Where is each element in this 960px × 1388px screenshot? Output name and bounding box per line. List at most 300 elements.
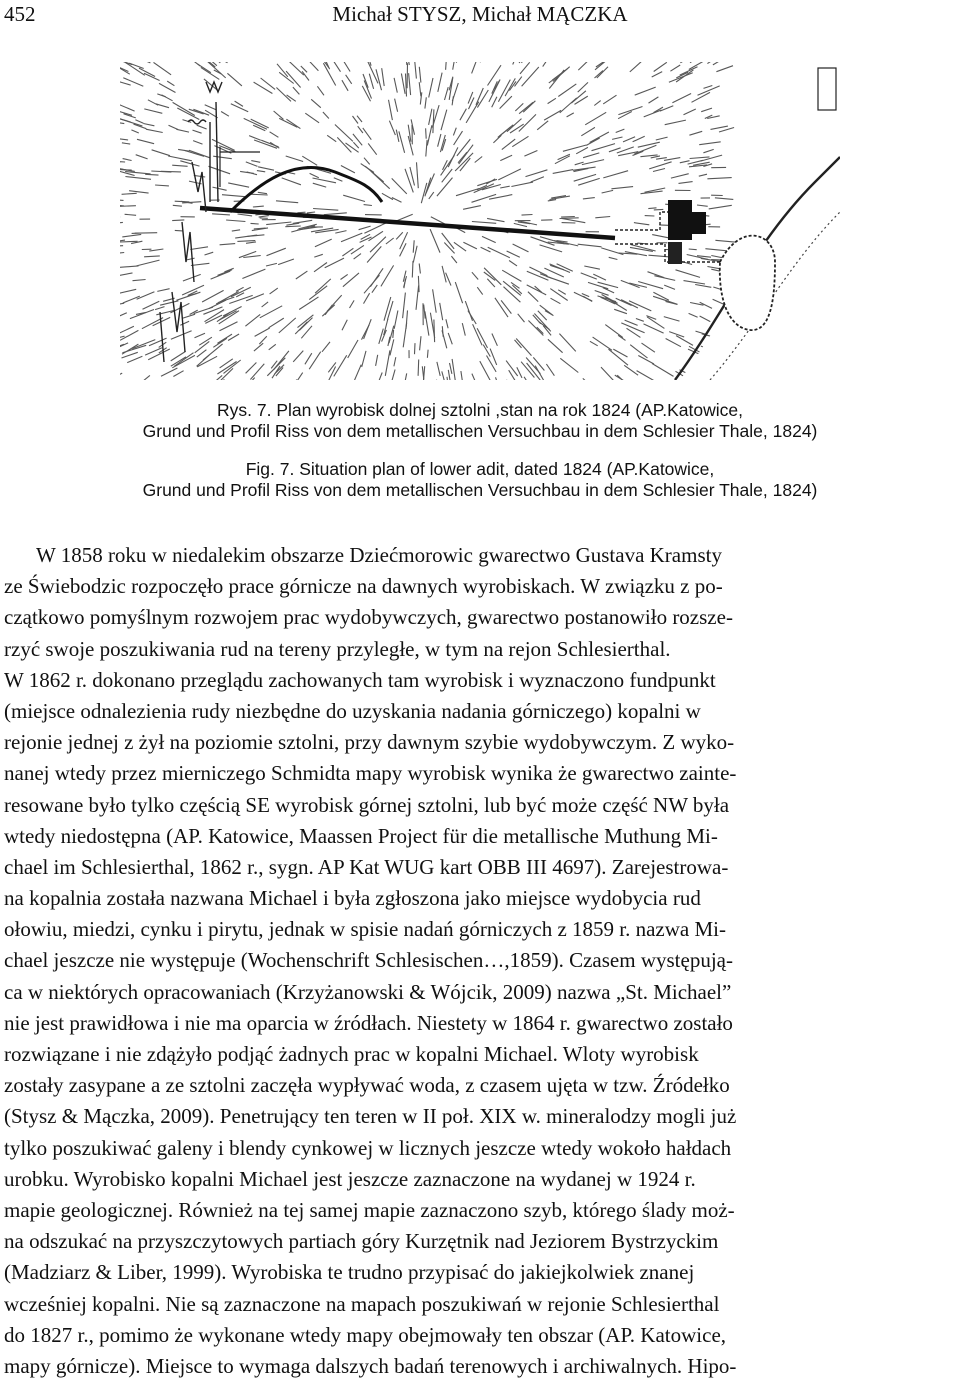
terrain-hachure-stroke: [227, 73, 242, 86]
terrain-hachure-stroke: [493, 135, 501, 143]
terrain-hachure-stroke: [419, 264, 420, 274]
terrain-hachure-stroke: [501, 300, 511, 313]
terrain-hachure-stroke: [364, 158, 370, 165]
terrain-hachure-stroke: [457, 139, 470, 156]
terrain-hachure-stroke: [451, 256, 457, 263]
terrain-hachure-stroke: [216, 292, 238, 305]
terrain-hachure-stroke: [405, 62, 407, 65]
terrain-hachure-stroke: [586, 138, 599, 145]
terrain-hachure-stroke: [653, 169, 665, 172]
terrain-hachure-stroke: [583, 153, 599, 158]
terrain-hachure-stroke: [713, 62, 731, 65]
terrain-hachure-stroke: [690, 62, 702, 63]
terrain-hachure-stroke: [203, 307, 222, 314]
terrain-hachure-stroke: [386, 238, 394, 244]
terrain-hachure-stroke: [474, 184, 494, 193]
terrain-hachure-stroke: [220, 359, 233, 368]
terrain-hachure-stroke: [302, 71, 309, 80]
terrain-hachure-stroke: [418, 360, 419, 376]
terrain-hachure-stroke: [666, 339, 681, 347]
text-line: ca w niektórych opracowaniach (Krzyżanowski & Wójcik, 2009) nazwa „St. Michael”: [4, 979, 732, 1004]
terrain-hachure-stroke: [441, 110, 447, 131]
terrain-hachure-stroke: [342, 80, 348, 91]
terrain-hachure-stroke: [120, 313, 127, 317]
text-line: rzyć swoje poszukiwania rud na tereny przyległe, w tym na rejon Schlesierthal.: [4, 636, 671, 661]
terrain-hachure-stroke: [507, 251, 520, 257]
terrain-hachure-stroke: [500, 96, 512, 109]
terrain-hachure-stroke: [144, 256, 160, 257]
text-line: na kopalnia została nazwana Michael i była zgłoszona jako miejsce wydobycia rud: [4, 886, 701, 911]
terrain-hachure-stroke: [133, 280, 146, 281]
terrain-hachure-stroke: [512, 136, 528, 146]
terrain-hachure-stroke: [220, 322, 238, 331]
terrain-hachure-stroke: [496, 377, 501, 380]
terrain-hachure-stroke: [267, 248, 286, 256]
terrain-hachure-stroke: [193, 109, 209, 115]
terrain-hachure-stroke: [583, 378, 597, 380]
terrain-hachure-stroke: [242, 378, 255, 380]
terrain-hachure-stroke: [183, 314, 195, 318]
terrain-hachure-stroke: [636, 319, 644, 322]
terrain-hachure-stroke: [343, 273, 359, 287]
terrain-hachure-stroke: [259, 216, 269, 218]
terrain-hachure-stroke: [477, 287, 482, 294]
terrain-hachure-stroke: [304, 62, 319, 71]
terrain-hachure-stroke: [593, 337, 612, 350]
terrain-hachure-stroke: [558, 84, 576, 97]
terrain-hachure-stroke: [526, 170, 548, 177]
terrain-hachure-stroke: [160, 301, 178, 305]
terrain-hachure-stroke: [325, 258, 344, 268]
terrain-hachure-stroke: [269, 318, 284, 328]
terrain-hachure-stroke: [218, 270, 233, 276]
terrain-hachure-stroke: [654, 209, 664, 210]
terrain-hachure-stroke: [130, 310, 154, 319]
terrain-hachure-stroke: [413, 240, 414, 252]
terrain-hachure-stroke: [644, 110, 662, 117]
terrain-hachure-stroke: [509, 261, 517, 266]
terrain-hachure-stroke: [173, 102, 195, 115]
terrain-hachure-stroke: [576, 147, 588, 153]
terrain-hachure-stroke: [322, 342, 330, 352]
terrain-hachure-stroke: [266, 222, 291, 225]
terrain-hachure-stroke: [519, 62, 527, 63]
terrain-hachure-stroke: [245, 314, 260, 326]
page-number: 452: [4, 2, 36, 26]
terrain-hachure-stroke: [601, 367, 613, 380]
caption-line: Grund und Profil Riss von dem metallischen Versuchbau in dem Schlesier Thale, 1824): [142, 421, 818, 441]
terrain-hachure-stroke: [178, 149, 189, 151]
terrain-hachure-stroke: [499, 127, 510, 136]
terrain-hachure-stroke: [524, 151, 537, 157]
terrain-hachure-stroke: [652, 364, 673, 377]
terrain-hachure-stroke: [129, 191, 149, 193]
terrain-hachure-stroke: [630, 62, 649, 72]
terrain-hachure-stroke: [448, 333, 452, 344]
terrain-hachure-stroke: [358, 126, 363, 133]
terrain-hachure-stroke: [183, 274, 201, 281]
terrain-hachure-stroke: [120, 241, 138, 242]
terrain-hachure-stroke: [492, 97, 497, 108]
terrain-hachure-stroke: [255, 328, 270, 336]
terrain-hachure-stroke: [537, 121, 548, 130]
terrain-hachure-stroke: [430, 229, 440, 253]
terrain-hachure-stroke: [232, 230, 240, 231]
terrain-hachure-stroke: [401, 74, 405, 94]
terrain-hachure-stroke: [364, 293, 370, 303]
terrain-hachure-stroke: [419, 82, 421, 96]
terrain-hachure-stroke: [584, 266, 600, 269]
terrain-hachure-stroke: [635, 87, 656, 95]
text-line: do 1827 r., pomimo że wykonane wtedy mapy obejmowały ten obszar (AP. Katowice,: [4, 1322, 727, 1347]
terrain-hachure-stroke: [175, 201, 190, 202]
terrain-hachure-stroke: [472, 374, 478, 380]
terrain-hachure-stroke: [544, 110, 561, 120]
text-line: (miejsce odnalezienia rudy niezbędne do uzyskania nadania górniczego) kopalni w: [4, 698, 701, 723]
terrain-hachure-stroke: [560, 358, 578, 372]
terrain-hachure-stroke: [456, 62, 461, 63]
terrain-hachure-stroke: [212, 139, 235, 150]
terrain-hachure-stroke: [270, 288, 278, 294]
terrain-hachure-stroke: [189, 150, 210, 157]
terrain-hachure-stroke: [446, 62, 447, 70]
terrain-hachure-stroke: [437, 178, 453, 197]
terrain-hachure-stroke: [154, 62, 172, 74]
terrain-hachure-stroke: [680, 161, 690, 163]
terrain-hachure-stroke: [394, 311, 398, 329]
terrain-hachure-stroke: [452, 359, 456, 380]
terrain-hachure-stroke: [123, 78, 143, 87]
terrain-hachure-stroke: [191, 263, 210, 265]
terrain-hachure-stroke: [180, 161, 199, 166]
terrain-hachure-stroke: [618, 107, 642, 115]
terrain-hachure-stroke: [335, 231, 346, 234]
terrain-hachure-stroke: [362, 351, 366, 367]
terrain-hachure-stroke: [425, 311, 429, 335]
terrain-hachure-stroke: [394, 357, 396, 366]
terrain-hachure-stroke: [705, 249, 727, 251]
terrain-hachure-stroke: [581, 127, 595, 135]
terrain-hachure-stroke: [289, 62, 304, 75]
text-line: mapy górnicze). Miejsce to wymaga dalszych badań terenowych i archiwalnych. Hipo-: [4, 1353, 737, 1378]
terrain-hachure-stroke: [488, 247, 510, 258]
terrain-hachure-stroke: [259, 336, 267, 344]
terrain-hachure-stroke: [195, 333, 206, 338]
terrain-hachure-stroke: [701, 155, 723, 161]
terrain-hachure-stroke: [522, 67, 539, 86]
terrain-hachure-stroke: [649, 255, 671, 257]
terrain-hachure-stroke: [546, 364, 554, 376]
terrain-hachure-stroke: [437, 362, 440, 376]
terrain-hachure-stroke: [120, 273, 133, 276]
terrain-hachure-stroke: [389, 100, 393, 120]
terrain-hachure-stroke: [254, 82, 273, 93]
text-line: ołowiu, miedzi, cynku i pirytu, jednak w spisie nadań górniczych z 1859 r. nazwa Mi-: [4, 917, 726, 942]
terrain-hachure-stroke: [327, 135, 336, 141]
terrain-hachure-stroke: [258, 167, 274, 170]
terrain-hachure-stroke: [676, 270, 701, 278]
terrain-hachure-stroke: [684, 109, 696, 115]
page-header: [0, 0, 960, 30]
terrain-hachure-stroke: [405, 373, 407, 380]
terrain-hachure-stroke: [516, 339, 531, 356]
terrain-hachure-stroke: [548, 98, 556, 103]
terrain-hachure-stroke: [427, 125, 432, 145]
terrain-hachure-stroke: [629, 301, 651, 311]
terrain-hachure-stroke: [427, 350, 428, 358]
terrain-hachure-stroke: [341, 274, 348, 279]
terrain-hachure-stroke: [175, 230, 183, 231]
terrain-hachure-stroke: [352, 365, 362, 380]
terrain-hachure-stroke: [301, 66, 307, 72]
terrain-hachure-stroke: [293, 87, 300, 94]
terrain-hachure-stroke: [562, 218, 586, 222]
terrain-hachure-stroke: [518, 314, 525, 322]
terrain-hachure-stroke: [217, 334, 232, 343]
terrain-hachure-stroke: [335, 125, 353, 142]
text-line: W 1858 roku w niedalekim obszarze Dziećmorowic gwarectwo Gustava Kramsty: [36, 543, 722, 567]
text-line: resowane było tylko częścią SE wyrobisk górnej sztolni, lub być może część NW była: [4, 792, 730, 817]
terrain-hachure-stroke: [172, 220, 184, 221]
terrain-hachure-stroke: [251, 223, 259, 224]
terrain-hachure-stroke: [648, 208, 656, 209]
terrain-hachure-stroke: [409, 73, 411, 95]
terrain-hachure-stroke: [590, 132, 609, 143]
terrain-hachure-stroke: [676, 336, 693, 346]
terrain-hachure-stroke: [279, 118, 297, 127]
terrain-hachure-stroke: [621, 323, 644, 333]
terrain-hachure-stroke: [222, 195, 247, 197]
terrain-hachure-stroke: [341, 233, 362, 242]
terrain-hachure-stroke: [174, 353, 193, 367]
terrain-hachure-stroke: [146, 129, 163, 132]
text-line: chael jeszcze nie występuje (Wochenschrift Schlesischen…,1859). Czasem występują-: [4, 948, 733, 973]
terrain-hachure-stroke: [315, 229, 338, 232]
terrain-hachure-stroke: [120, 289, 136, 294]
terrain-hachure-stroke: [161, 171, 181, 172]
terrain-hachure-stroke: [519, 102, 533, 113]
terrain-hachure-stroke: [286, 119, 300, 128]
terrain-hachure-stroke: [595, 217, 610, 218]
terrain-hachure-stroke: [396, 232, 403, 239]
terrain-hachure-stroke: [399, 131, 405, 152]
terrain-hachure-stroke: [254, 343, 263, 351]
terrain-hachure-stroke: [198, 64, 211, 73]
terrain-hachure-stroke: [207, 62, 226, 78]
terrain-hachure-stroke: [293, 351, 303, 362]
terrain-hachure-stroke: [152, 150, 170, 156]
terrain-hachure-stroke: [624, 365, 638, 375]
terrain-hachure-stroke: [274, 111, 284, 119]
terrain-hachure-stroke: [477, 179, 497, 185]
terrain-hachure-stroke: [540, 245, 563, 252]
terrain-hachure-stroke: [342, 320, 347, 331]
terrain-hachure-stroke: [592, 144, 616, 151]
terrain-hachure-stroke: [357, 116, 362, 122]
terrain-hachure-stroke: [460, 109, 467, 121]
terrain-hachure-stroke: [364, 205, 372, 206]
terrain-hachure-stroke: [472, 222, 496, 224]
terrain-hachure-stroke: [425, 97, 426, 108]
terrain-hachure-stroke: [716, 66, 733, 72]
terrain-hachure-stroke: [122, 193, 137, 194]
terrain-hachure-stroke: [703, 149, 713, 152]
terrain-hachure-stroke: [341, 166, 355, 173]
text-line: ze Świebodzic rozpoczęło prace górnicze na dawnych wyrobiskach. W związku z po-: [4, 574, 723, 599]
terrain-hachure-stroke: [531, 177, 544, 182]
terrain-hachure-stroke: [487, 356, 497, 372]
terrain-hachure-stroke: [515, 103, 523, 111]
terrain-hachure-stroke: [176, 292, 200, 300]
terrain-hachure-stroke: [350, 300, 355, 308]
terrain-hachure-stroke: [293, 220, 313, 223]
terrain-hachure-stroke: [299, 297, 318, 310]
terrain-hachure-stroke: [379, 373, 382, 381]
terrain-hachure-stroke: [242, 269, 265, 278]
terrain-hachure-stroke: [142, 375, 150, 380]
terrain-hachure-stroke: [594, 101, 600, 106]
terrain-hachure-stroke: [548, 200, 556, 201]
text-line: rejonie jednej z żył na poziomie sztolni, przy dawnym szybie wydobywczym. Z wyko-: [4, 730, 735, 755]
terrain-hachure-stroke: [664, 317, 680, 322]
terrain-hachure-stroke: [325, 305, 332, 315]
terrain-hachure-stroke: [285, 226, 300, 227]
terrain-hachure-stroke: [120, 266, 139, 268]
terrain-hachure-stroke: [642, 343, 655, 352]
terrain-hachure-stroke: [395, 99, 398, 112]
terrain-hachure-stroke: [417, 162, 419, 188]
terrain-hachure-stroke: [211, 271, 231, 279]
terrain-hachure-stroke: [452, 96, 453, 105]
text-line: rozwiązane i nie zdążyło podjąć żadnych prac w kopalni Michael. Wloty wyrobisk: [4, 1042, 699, 1066]
terrain-hachure-stroke: [462, 323, 465, 336]
terrain-hachure-stroke: [313, 183, 326, 187]
body-paragraph: [4, 540, 956, 1382]
terrain-hachure-stroke: [654, 276, 675, 281]
terrain-hachure-stroke: [123, 62, 145, 75]
terrain-hachure-stroke: [446, 273, 451, 286]
terrain-hachure-stroke: [670, 65, 680, 71]
terrain-hachure-stroke: [302, 156, 317, 165]
terrain-hachure-stroke: [155, 185, 169, 186]
terrain-hachure-stroke: [390, 339, 394, 355]
terrain-hachure-stroke: [582, 160, 604, 165]
terrain-hachure-stroke: [213, 187, 227, 190]
terrain-hachure-stroke: [172, 165, 187, 166]
terrain-hachure-stroke: [498, 169, 521, 180]
terrain-hachure-stroke: [603, 171, 628, 178]
terrain-hachure-stroke: [704, 86, 713, 89]
terrain-hachure-stroke: [433, 289, 437, 312]
terrain-hachure-stroke: [317, 86, 324, 95]
terrain-hachure-stroke: [603, 95, 616, 104]
terrain-hachure-stroke: [492, 334, 498, 346]
terrain-hachure-stroke: [416, 286, 419, 310]
terrain-hachure-stroke: [652, 72, 663, 77]
terrain-hachure-stroke: [324, 213, 347, 215]
terrain-hachure-stroke: [122, 234, 141, 237]
terrain-hachure-stroke: [369, 231, 384, 241]
terrain-hachure-stroke: [342, 248, 353, 256]
terrain-hachure-stroke: [257, 171, 265, 172]
terrain-hachure-stroke: [122, 143, 130, 144]
terrain-hachure-stroke: [612, 137, 622, 139]
caption-line: Fig. 7. Situation plan of lower adit, dated 1824 (AP.Katowice,: [245, 459, 715, 479]
terrain-hachure-stroke: [506, 361, 518, 376]
terrain-hachure-stroke: [504, 287, 521, 303]
terrain-hachure-stroke: [415, 343, 416, 354]
text-line: nanej wtedy przez mierniczego Schmidta mapy wyrobisk wynika że gwarectwo zainte-: [4, 761, 737, 786]
terrain-hachure-stroke: [543, 62, 551, 67]
terrain-hachure-stroke: [690, 157, 710, 159]
terrain-hachure-stroke: [429, 192, 434, 199]
terrain-hachure-stroke: [454, 131, 463, 145]
terrain-hachure-stroke: [371, 171, 390, 189]
terrain-hachure-stroke: [310, 173, 319, 177]
terrain-hachure-stroke: [403, 293, 406, 319]
terrain-hachure-stroke: [406, 74, 407, 97]
terrain-hachure-stroke: [323, 63, 335, 85]
terrain-hachure-stroke: [454, 242, 466, 251]
terrain-hachure-stroke: [368, 143, 377, 154]
terrain-hachure-stroke: [651, 156, 660, 158]
terrain-hachure-stroke: [514, 223, 527, 226]
terrain-hachure-stroke: [149, 249, 163, 251]
terrain-hachure-stroke: [341, 62, 351, 72]
caption-line: Rys. 7. Plan wyrobisk dolnej sztolni ,stan na rok 1824 (AP.Katowice,: [217, 400, 743, 420]
terrain-hachure-stroke: [679, 182, 693, 184]
terrain-hachure-stroke: [621, 280, 640, 287]
terrain-hachure-stroke: [120, 122, 124, 123]
terrain-hachure-stroke: [500, 155, 512, 160]
terrain-hachure-stroke: [649, 97, 659, 103]
terrain-hachure-stroke: [315, 239, 332, 247]
terrain-hachure-stroke: [162, 95, 173, 101]
terrain-hachure-stroke: [520, 62, 530, 74]
terrain-hachure-stroke: [442, 371, 446, 380]
terrain-hachure-stroke: [638, 282, 663, 289]
terrain-hachure-stroke: [382, 193, 393, 199]
terrain-hachure-stroke: [143, 124, 154, 126]
terrain-hachure-stroke: [484, 268, 501, 285]
terrain-hachure-stroke: [597, 67, 608, 78]
terrain-hachure-stroke: [354, 254, 361, 260]
terrain-hachure-stroke: [575, 96, 588, 104]
terrain-hachure-stroke: [379, 329, 384, 344]
terrain-hachure-stroke: [209, 166, 231, 174]
terrain-hachure-stroke: [707, 178, 731, 179]
terrain-hachure-stroke: [426, 140, 427, 157]
historical-mine-plan-figure: [120, 62, 840, 380]
terrain-hachure-stroke: [246, 294, 264, 301]
terrain-hachure-stroke: [311, 99, 321, 107]
terrain-hachure-stroke: [282, 178, 301, 185]
terrain-hachure-stroke: [391, 370, 395, 381]
terrain-hachure-stroke: [634, 223, 649, 225]
terrain-hachure-stroke: [453, 128, 456, 136]
terrain-hachure-stroke: [253, 206, 264, 207]
terrain-hachure-stroke: [441, 155, 455, 175]
terrain-hachure-stroke: [209, 62, 228, 63]
terrain-hachure-stroke: [446, 319, 448, 328]
terrain-hachure-stroke: [157, 289, 169, 292]
terrain-hachure-stroke: [578, 244, 602, 247]
terrain-hachure-stroke: [649, 162, 671, 169]
terrain-hachure-stroke: [480, 361, 491, 380]
terrain-hachure-stroke: [699, 142, 721, 145]
terrain-hachure-stroke: [545, 311, 552, 315]
terrain-hachure-stroke: [120, 138, 128, 140]
